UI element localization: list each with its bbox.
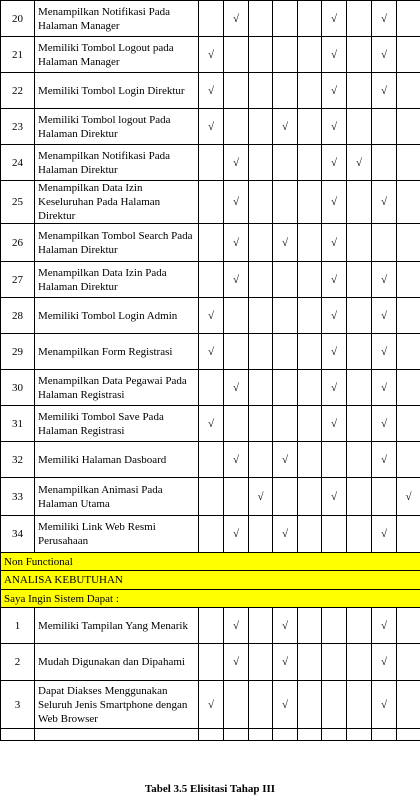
check-mark-cell: √ [372,37,397,73]
requirement-text: Memiliki Tombol Save Pada Halaman Registrasi [35,406,199,442]
row-number: 30 [1,370,35,406]
empty-cell [347,37,372,73]
requirement-text: Mudah Digunakan dan Dipahami [35,644,199,681]
empty-cell [397,262,420,298]
requirement-text: Menampilkan Data Pegawai Pada Halaman Registrasi [35,370,199,406]
table-row [1,681,420,729]
check-mark-cell: √ [322,109,347,145]
empty-cell [397,181,420,224]
row-number: 23 [1,109,35,145]
check-mark-cell: √ [372,442,397,478]
table-row [1,109,420,145]
check-mark-cell: √ [372,644,397,681]
check-mark-cell: √ [224,145,249,181]
empty-cell [249,262,273,298]
empty-cell [298,145,322,181]
empty-cell [397,1,420,37]
empty-cell [397,145,420,181]
check-mark-cell: √ [273,516,298,553]
empty-cell [397,406,420,442]
empty-cell [347,262,372,298]
empty-cell [199,608,224,644]
check-mark-cell: √ [273,608,298,644]
check-mark-cell: √ [372,516,397,553]
section-nonfunctional: Non Functional [1,553,420,571]
table-row [1,73,420,109]
empty-cell [249,608,273,644]
functional-rows [1,1,420,553]
empty-cell [249,334,273,370]
empty-cell [249,644,273,681]
section-analisa-kebutuhan: ANALISA KEBUTUHAN [1,571,420,590]
requirement-text: Memiliki Tombol Login Direktur [35,73,199,109]
check-mark-cell: √ [372,334,397,370]
row-number: 26 [1,224,35,262]
empty-cell [347,109,372,145]
empty-cell [298,262,322,298]
table-row [1,298,420,334]
check-mark-cell: √ [273,442,298,478]
empty-cell [298,516,322,553]
check-mark-cell: √ [322,224,347,262]
empty-cell [298,298,322,334]
check-mark-cell: √ [372,73,397,109]
empty-cell [298,73,322,109]
empty-cell [273,181,298,224]
table-row [1,37,420,73]
empty-cell [273,262,298,298]
empty-cell [273,1,298,37]
empty-cell [397,224,420,262]
section-headers [1,553,420,608]
row-number: 28 [1,298,35,334]
empty-cell [199,442,224,478]
empty-cell [199,644,224,681]
table-row [1,224,420,262]
check-mark-cell: √ [224,1,249,37]
empty-cell [249,224,273,262]
empty-cell [347,370,372,406]
empty-cell [199,1,224,37]
empty-cell [249,406,273,442]
table-row [1,145,420,181]
check-mark-cell: √ [224,262,249,298]
empty-cell [347,644,372,681]
check-mark-cell: √ [249,478,273,516]
check-mark-cell: √ [273,681,298,729]
check-mark-cell: √ [372,681,397,729]
table-row [1,181,420,224]
empty-cell [347,608,372,644]
empty-cell [199,516,224,553]
empty-cell [298,334,322,370]
check-mark-cell: √ [199,298,224,334]
empty-cell [249,37,273,73]
empty-cell [397,73,420,109]
empty-cell [249,370,273,406]
empty-cell [397,298,420,334]
check-mark-cell: √ [199,406,224,442]
check-mark-cell: √ [273,224,298,262]
table-row [1,608,420,644]
empty-cell [372,109,397,145]
empty-cell [347,681,372,729]
row-number: 27 [1,262,35,298]
empty-cell [298,478,322,516]
check-mark-cell: √ [372,370,397,406]
row-number: 22 [1,73,35,109]
empty-cell [199,370,224,406]
empty-cell [347,224,372,262]
empty-cell [397,370,420,406]
empty-cell [249,442,273,478]
requirement-text: Menampilkan Tombol Search Pada Halaman Direktur [35,224,199,262]
check-mark-cell: √ [322,334,347,370]
check-mark-cell: √ [322,145,347,181]
empty-cell [224,478,249,516]
check-mark-cell: √ [273,644,298,681]
empty-cell [372,145,397,181]
section-saya-ingin: Saya Ingin Sistem Dapat : [1,590,420,608]
check-mark-cell: √ [322,298,347,334]
empty-cell [397,608,420,644]
empty-cell [224,73,249,109]
empty-cell [249,73,273,109]
empty-cell [224,298,249,334]
check-mark-cell: √ [322,73,347,109]
check-mark-cell: √ [224,181,249,224]
empty-cell [298,370,322,406]
empty-cell [273,298,298,334]
empty-cell [273,37,298,73]
empty-cell [199,262,224,298]
empty-cell [347,298,372,334]
empty-cell [397,37,420,73]
empty-cell [347,181,372,224]
empty-cell [273,406,298,442]
check-mark-cell: √ [199,73,224,109]
empty-cell [298,644,322,681]
empty-cell [347,73,372,109]
empty-cell [273,334,298,370]
empty-cell [397,681,420,729]
empty-cell [224,334,249,370]
empty-cell [298,37,322,73]
check-mark-cell: √ [372,181,397,224]
check-mark-cell: √ [273,109,298,145]
requirement-text: Memiliki Halaman Dasboard [35,442,199,478]
check-mark-cell: √ [322,181,347,224]
row-number: 1 [1,608,35,644]
empty-cell [298,608,322,644]
empty-cell [224,681,249,729]
check-mark-cell: √ [199,37,224,73]
row-number: 31 [1,406,35,442]
empty-cell [298,109,322,145]
check-mark-cell: √ [322,37,347,73]
check-mark-cell: √ [322,406,347,442]
requirement-text: Menampilkan Data Izin Pada Halaman Direktur [35,262,199,298]
check-mark-cell: √ [372,298,397,334]
empty-cell [372,224,397,262]
requirement-text: Menampilkan Animasi Pada Halaman Utama [35,478,199,516]
check-mark-cell: √ [224,442,249,478]
empty-cell [347,478,372,516]
check-mark-cell: √ [372,262,397,298]
check-mark-cell: √ [224,370,249,406]
check-mark-cell: √ [224,516,249,553]
row-number: 21 [1,37,35,73]
empty-cell [397,109,420,145]
row-number: 3 [1,681,35,729]
empty-cell [298,1,322,37]
requirement-text: Menampilkan Notifikasi Pada Halaman Manager [35,1,199,37]
empty-cell [298,681,322,729]
empty-cell [322,644,347,681]
empty-cell [249,681,273,729]
empty-cell [322,442,347,478]
table-caption: Tabel 3.5 Elisitasi Tahap III [144,783,276,795]
empty-cell [397,516,420,553]
row-number: 32 [1,442,35,478]
empty-cell [199,478,224,516]
empty-cell [322,608,347,644]
requirement-text: Memiliki Tombol Logout pada Halaman Manager [35,37,199,73]
requirement-text: Dapat Diakses Menggunakan Seluruh Jenis Smartphone dengan Web Browser [35,681,199,729]
empty-cell [397,644,420,681]
table-row [1,442,420,478]
nonfunctional-rows [1,608,420,729]
table-row [1,644,420,681]
empty-cell [372,478,397,516]
requirement-text: Memiliki Link Web Resmi Perusahaan [35,516,199,553]
table-row [1,370,420,406]
table-row [1,478,420,516]
requirement-text: Menampilkan Data Izin Keseluruhan Pada Halaman Direktur [35,181,199,224]
empty-cell [273,73,298,109]
table-row [1,516,420,553]
check-mark-cell: √ [322,370,347,406]
check-mark-cell: √ [199,109,224,145]
check-mark-cell: √ [199,334,224,370]
empty-cell [199,181,224,224]
requirement-text: Memiliki Tombol logout Pada Halaman Direktur [35,109,199,145]
check-mark-cell: √ [347,145,372,181]
row-number: 25 [1,181,35,224]
requirement-text: Menampilkan Notifikasi Pada Halaman Direktur [35,145,199,181]
check-mark-cell: √ [397,478,420,516]
row-number: 33 [1,478,35,516]
empty-cell [249,1,273,37]
empty-cell [273,370,298,406]
check-mark-cell: √ [224,644,249,681]
check-mark-cell: √ [322,1,347,37]
empty-row [1,729,420,741]
check-mark-cell: √ [322,262,347,298]
empty-cell [298,181,322,224]
table-row [1,262,420,298]
empty-cell [273,478,298,516]
empty-cell [322,681,347,729]
check-mark-cell: √ [224,224,249,262]
check-mark-cell: √ [199,681,224,729]
empty-cell [224,406,249,442]
empty-cell [249,109,273,145]
requirement-text: Memiliki Tampilan Yang Menarik [35,608,199,644]
check-mark-cell: √ [372,406,397,442]
empty-cell [249,181,273,224]
empty-cell [347,516,372,553]
empty-cell [397,334,420,370]
empty-cell [273,145,298,181]
row-number: 20 [1,1,35,37]
empty-cell [199,145,224,181]
empty-cell [249,145,273,181]
row-number: 24 [1,145,35,181]
empty-cell [347,406,372,442]
table-row [1,334,420,370]
empty-cell [347,1,372,37]
empty-cell [322,516,347,553]
empty-cell [397,442,420,478]
empty-cell [249,516,273,553]
empty-cell [199,224,224,262]
requirement-text: Menampilkan Form Registrasi [35,334,199,370]
requirement-text: Memiliki Tombol Login Admin [35,298,199,334]
empty-cell [249,298,273,334]
empty-cell [224,37,249,73]
table-row [1,406,420,442]
row-number: 2 [1,644,35,681]
empty-cell [347,442,372,478]
check-mark-cell: √ [322,478,347,516]
empty-cell [347,334,372,370]
empty-cell [298,406,322,442]
row-number: 29 [1,334,35,370]
check-mark-cell: √ [224,608,249,644]
check-mark-cell: √ [372,1,397,37]
row-number: 34 [1,516,35,553]
empty-cell [224,109,249,145]
empty-cell [298,224,322,262]
empty-cell [298,442,322,478]
table-row [1,1,420,37]
check-mark-cell: √ [372,608,397,644]
